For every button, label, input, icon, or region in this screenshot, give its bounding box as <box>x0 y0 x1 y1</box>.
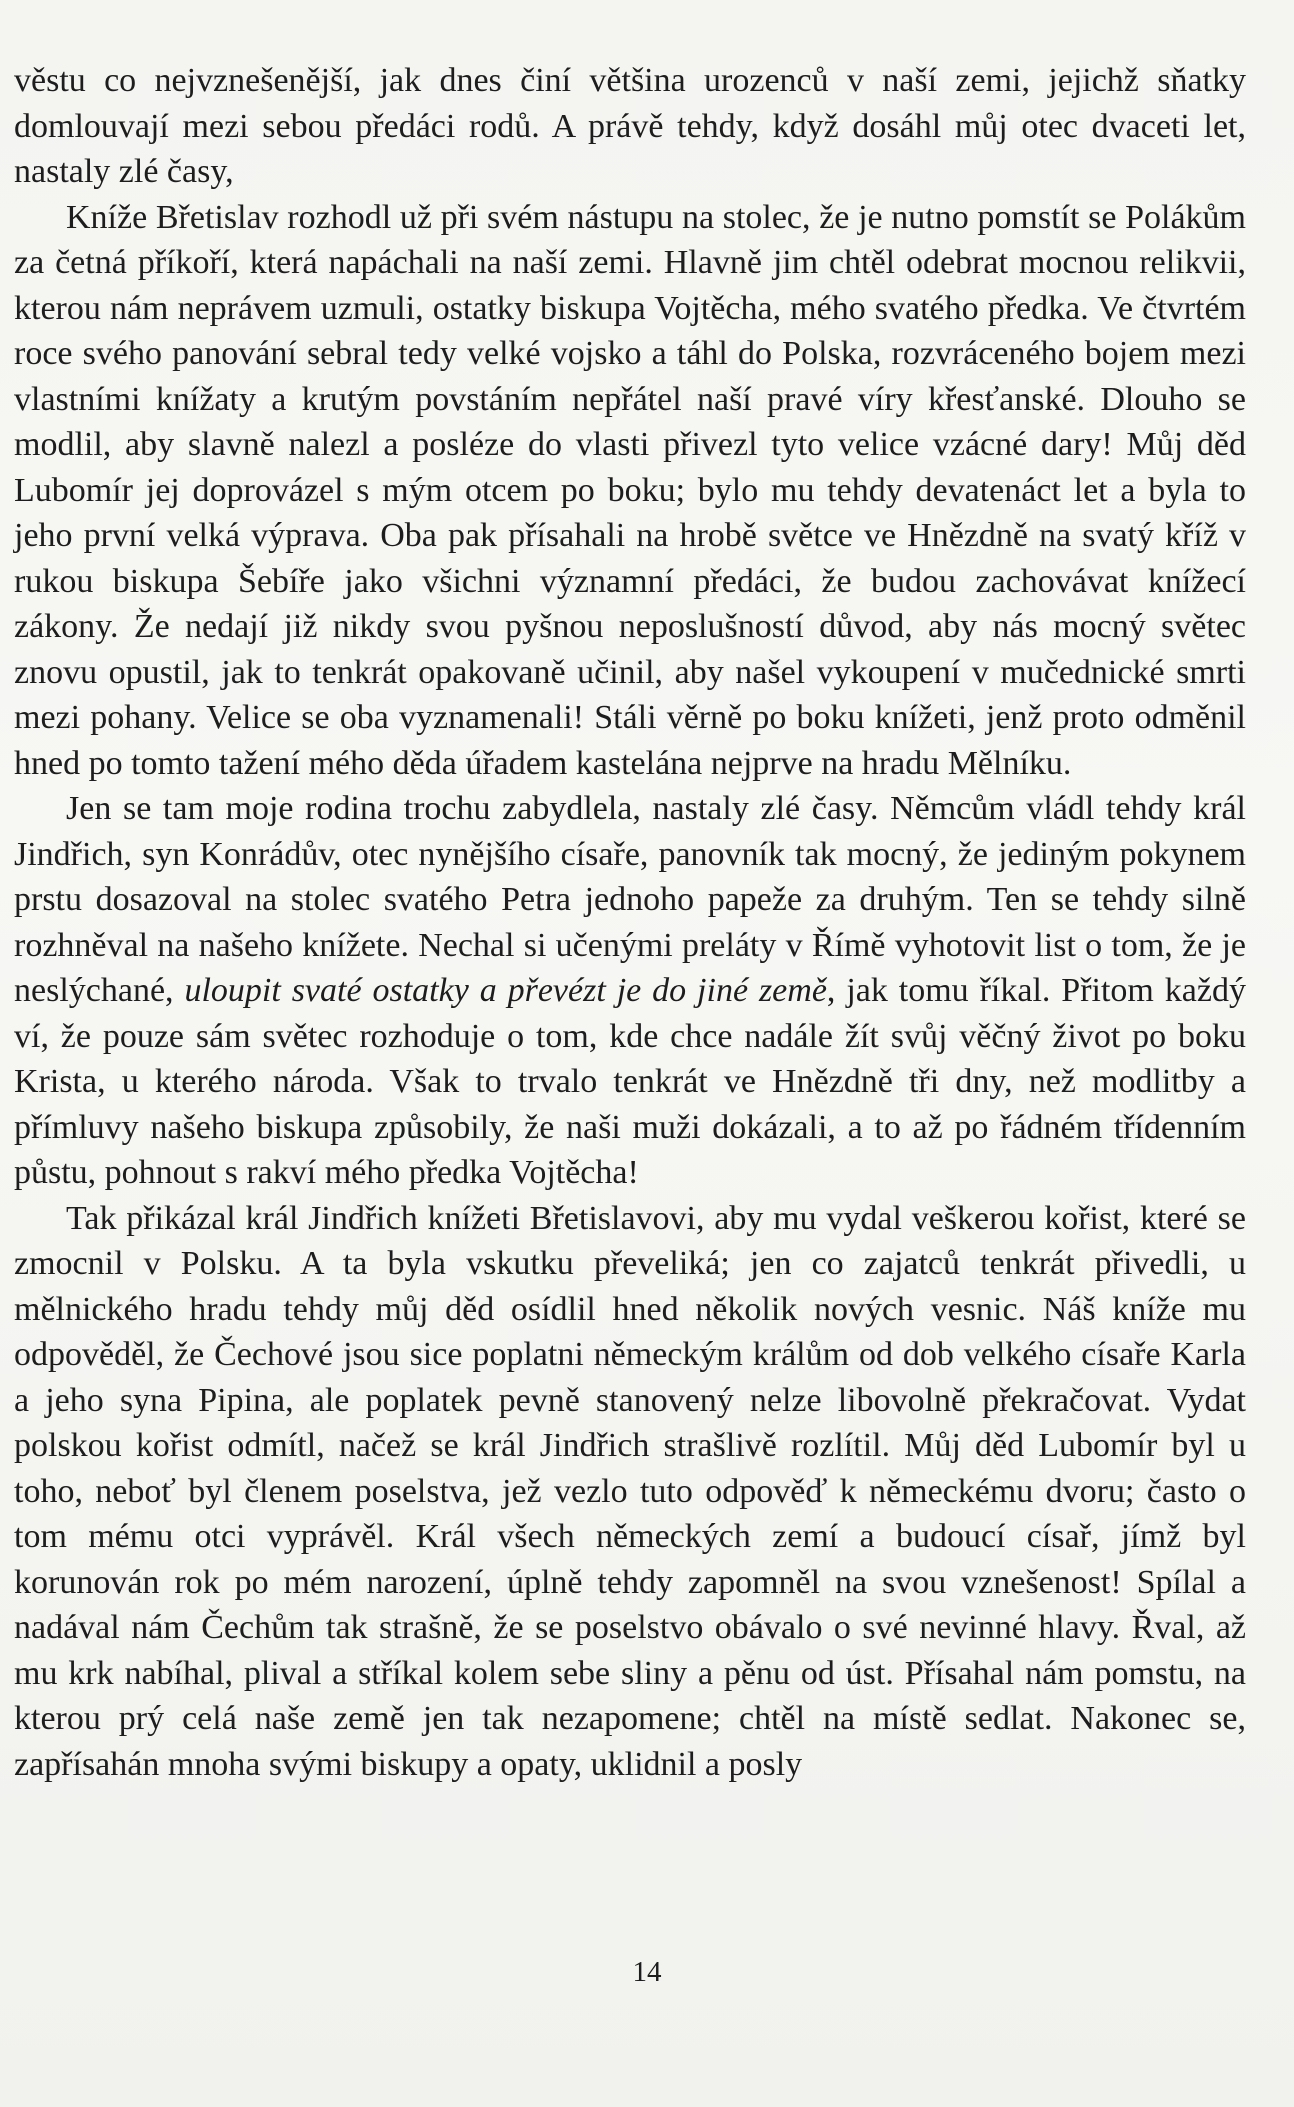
paragraph-3-text-before: Jen se tam moje rodina trochu zabydlela, nastaly zlé časy. Němcům vládl tehdy král Jindřich, syn Konrádův, otec nynějšího císaře, panovník tak mocný, že jediným pokynem prstu dosazoval na stolec svatého Petra jednoho papeže za druhým. Ten se tehdy silně rozhněval na našeho knížete. Nechal si učenými preláty v Římě vyhotovit list o tom, že je neslýchané, <box>14 790 1246 1009</box>
paragraph-4: Tak přikázal král Jindřich knížeti Břetislavovi, aby mu vydal veškerou kořist, které se zmocnil v Polsku. A ta byla vskutku převeliká; jen co zajatců tenkrát přivedli, u mělnického hradu tehdy můj děd osídlil hned několik nových vesnic. Náš kníže mu odpověděl, že Čechové jsou sice poplatni německým králům od dob velkého císaře Karla a jeho syna Pipina, ale poplatek pevně stanovený nelze libovolně překračovat. Vydat polskou kořist odmítl, načež se král Jindřich strašlivě rozlítil. Můj děd Lubomír byl u toho, neboť byl členem poselstva, jež vezlo tuto odpověď k německému dvoru; často o tom mému otci vyprávěl. Král všech německých zemí a budoucí císař, jímž byl korunován rok po mém narození, úplně tehdy zapomněl na svou vznešenost! Spílal a nadával nám Čechům tak strašně, že se poselstvo obávalo o své nevinné hlavy. Řval, až mu krk nabíhal, plival a stříkal kolem sebe sliny a pěnu od úst. Přísahal nám pomstu, na kterou prý celá naše země jen tak nezapomene; chtěl na místě sedlat. Nakonec se, zapřísahán mnoha svými biskupy a opaty, uklidnil a posly <box>14 1199 1246 1783</box>
page-text <box>14 58 1246 1787</box>
paragraph-3 <box>14 786 1246 1196</box>
paragraph-2: Kníže Břetislav rozhodl už při svém nástupu na stolec, že je nutno pomstít se Polákům za četná příkoří, která napáchali na naší zemi. Hlavně jim chtěl odebrat mocnou relikvii, kterou nám neprávem uzmuli, ostatky biskupa Vojtěcha, mého svatého předka. Ve čtvrtém roce svého panování sebral tedy velké vojsko a táhl do Polska, rozvráceného bojem mezi vlastními knížaty a krutým povstáním nepřátel naší pravé víry křesťanské. Dlouho se modlil, aby slavně nalezl a posléze do vlasti přivezl tyto velice vzácné dary! Můj děd Lubomír jej doprovázel s mým otcem po boku; bylo mu tehdy devatenáct let a byla to jeho první velká výprava. Oba pak přísahali na hrobě světce ve Hnězdně na svatý kříž v rukou biskupa Šebíře jako všichni významní předáci, že budou zachovávat knížecí zákony. Že nedají již nikdy svou pyšnou neposlušností důvod, aby nás mocný světec znovu opustil, jak to tenkrát opakovaně učinil, aby našel vykoupení v mučednické smrti mezi pohany. Velice se oba vyznamenali! Stáli věrně po boku knížeti, jenž proto odměnil hned po tomto tažení mého děda úřadem kastelána nejprve na hradu Mělníku. <box>14 198 1246 782</box>
paragraph-1: věstu co nejvznešenější, jak dnes činí většina urozenců v naší zemi, jejichž sňatky domlouvají mezi sebou předáci rodů. A právě tehdy, když dosáhl můj otec dvaceti let, nastaly zlé časy, <box>14 62 1246 190</box>
paragraph-3-text-after: , jak tomu říkal. Přitom každý ví, že pouze sám světec rozhoduje o tom, kde chce nadále žít svůj věčný život po boku Krista, u kterého národa. Však to trvalo tenkrát ve Hnězdně tři dny, než modlitby a přímluvy našeho biskupa způsobily, že naši muži dokázali, a to až po řádném třídenním půstu, pohnout s rakví mého předka Vojtěcha! <box>14 972 1246 1191</box>
paragraph-3-italic-quote: uloupit svaté ostatky a převézt je do jiné země <box>184 972 827 1009</box>
page-number: 14 <box>632 1956 662 1988</box>
